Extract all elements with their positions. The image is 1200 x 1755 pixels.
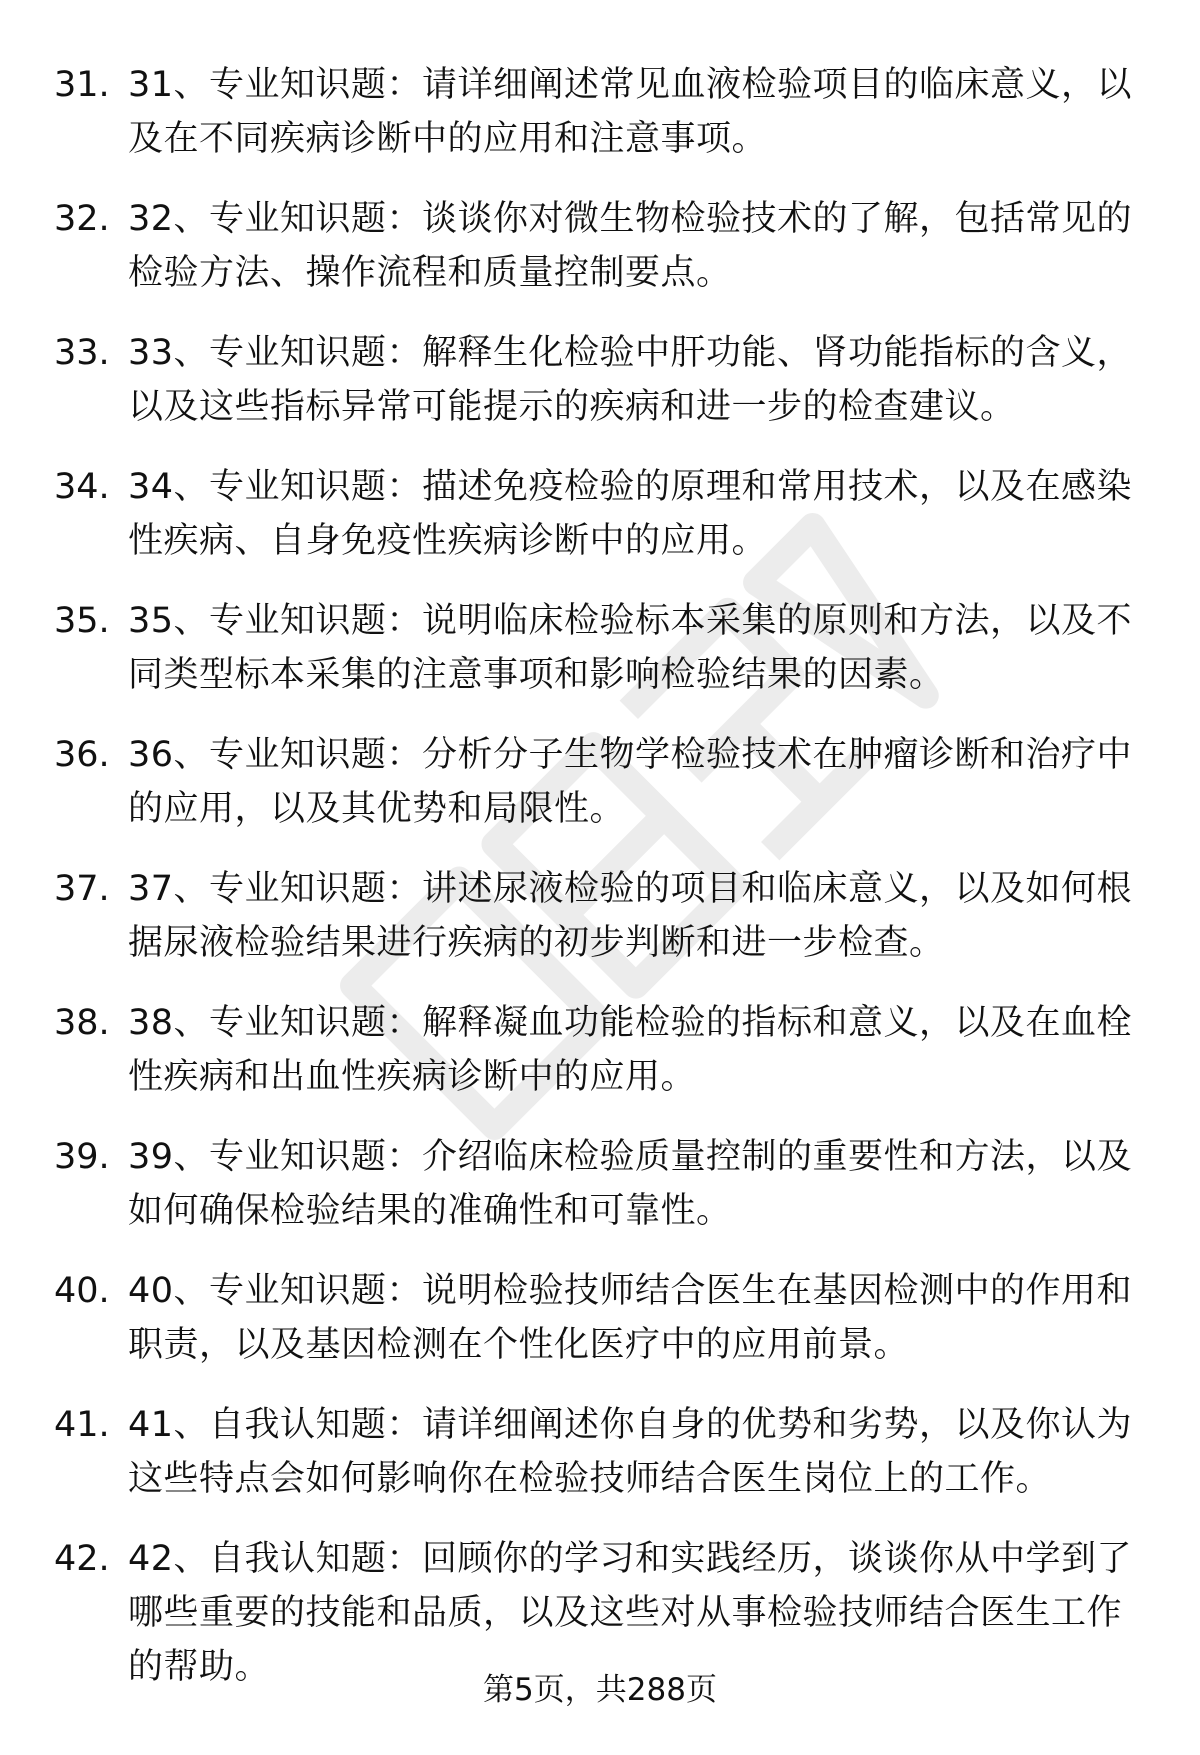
question-text: 38、专业知识题：解释凝血功能检验的指标和意义，以及在血栓性疾病和出血性疾病诊断中的应用。: [128, 1003, 1133, 1097]
question-text: 31、专业知识题：请详细阐述常见血液检验项目的临床意义，以及在不同疾病诊断中的应用和注意事项。: [128, 65, 1133, 159]
question-text: 37、专业知识题：讲述尿液检验的项目和临床意义，以及如何根据尿液检验结果进行疾病的初步判断和进一步检查。: [128, 869, 1133, 963]
question-number: 35.: [54, 601, 110, 641]
question-text: 42、自我认知题：回顾你的学习和实践经历，谈谈你从中学到了哪些重要的技能和品质，以及这些对从事检验技师结合医生工作的帮助。: [128, 1539, 1133, 1687]
question-item: [0, 862, 1200, 970]
question-item: [0, 996, 1200, 1104]
question-item: [0, 58, 1200, 166]
page-number-footer: 第5页，共288页: [483, 1672, 717, 1708]
question-number: 38.: [54, 1003, 110, 1043]
question-text: 41、自我认知题：请详细阐述你自身的优势和劣势，以及你认为这些特点会如何影响你在检验技师结合医生岗位上的工作。: [128, 1405, 1133, 1499]
question-text: 36、专业知识题：分析分子生物学检验技术在肿瘤诊断和治疗中的应用，以及其优势和局限性。: [128, 735, 1133, 829]
question-number: 31.: [54, 65, 110, 105]
question-number: 36.: [54, 735, 110, 775]
question-text: 32、专业知识题：谈谈你对微生物检验技术的了解，包括常见的检验方法、操作流程和质量控制要点。: [128, 199, 1133, 293]
question-text: 33、专业知识题：解释生化检验中肝功能、肾功能指标的含义，以及这些指标异常可能提示的疾病和进一步的检查建议。: [128, 333, 1133, 427]
question-item: [0, 192, 1200, 300]
question-number: 41.: [54, 1405, 110, 1445]
question-number: 34.: [54, 467, 110, 507]
question-item: [0, 594, 1200, 702]
question-number: 42.: [54, 1539, 110, 1579]
question-text: 35、专业知识题：说明临床检验标本采集的原则和方法，以及不同类型标本采集的注意事项和影响检验结果的因素。: [128, 601, 1133, 695]
question-number: 33.: [54, 333, 110, 373]
question-item: [0, 326, 1200, 434]
question-list: [0, 58, 1200, 1720]
question-item: [0, 460, 1200, 568]
question-number: 37.: [54, 869, 110, 909]
question-number: 39.: [54, 1137, 110, 1177]
question-text: 39、专业知识题：介绍临床检验质量控制的重要性和方法，以及如何确保检验结果的准确性和可靠性。: [128, 1137, 1133, 1231]
question-item: [0, 728, 1200, 836]
question-item: [0, 1130, 1200, 1238]
question-item: [0, 1398, 1200, 1506]
question-text: 34、专业知识题：描述免疫检验的原理和常用技术，以及在感染性疾病、自身免疫性疾病诊断中的应用。: [128, 467, 1133, 561]
question-text: 40、专业知识题：说明检验技师结合医生在基因检测中的作用和职责，以及基因检测在个性化医疗中的应用前景。: [128, 1271, 1133, 1365]
question-number: 32.: [54, 199, 110, 239]
question-number: 40.: [54, 1271, 110, 1311]
question-item: [0, 1264, 1200, 1372]
